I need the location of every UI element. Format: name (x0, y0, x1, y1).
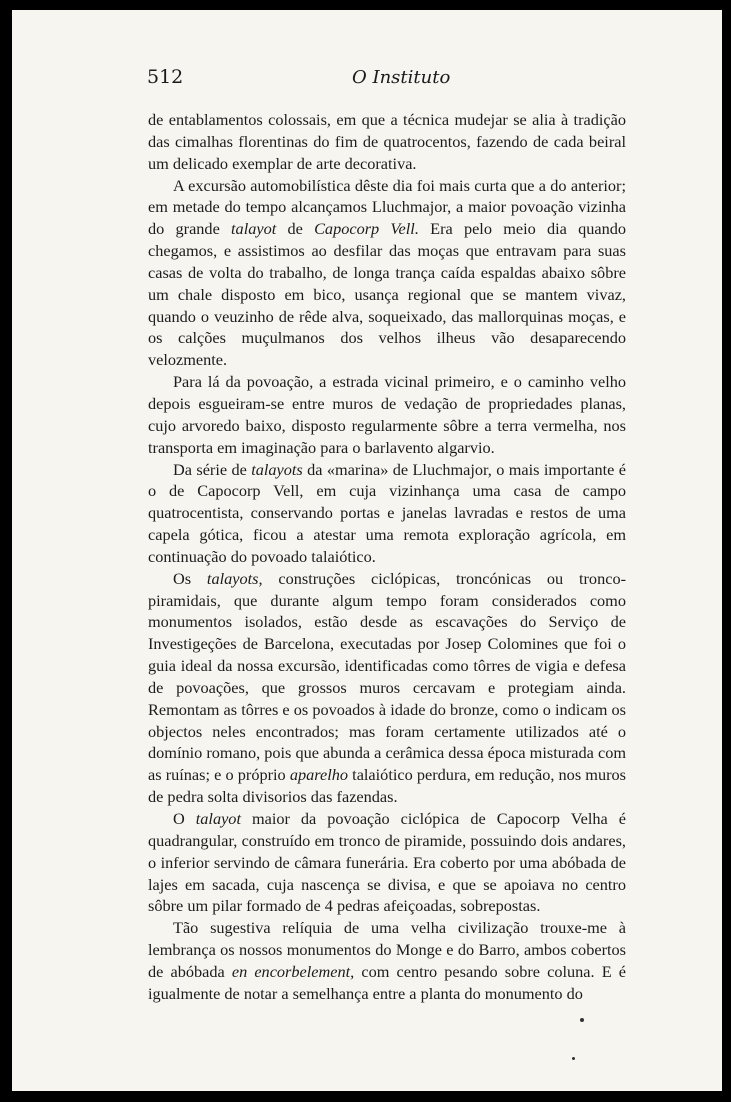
paragraph (148, 568, 626, 808)
text-run: Para lá da povoação, a estrada vicinal primeiro, e o caminho velho depois esgueiram-se entre muros de vedação de propriedades planas, cujo arvoredo baixo, disposto regularmente sôbre a terra vermelha, nos transporta em imaginação para o barlavento algarvio. (148, 372, 626, 457)
paragraph (148, 808, 626, 917)
paragraph (148, 109, 626, 175)
text-run: Os (173, 568, 207, 588)
book-page (12, 10, 722, 1091)
text-run: maior da povoação ciclópica de Capocorp Velha é quadrangular, construído em tronco de piramide, possuindo dois andares, o inferior servindo de câmara funerária. Era coberto por uma abóbada de lajes em sacada, cuja nascença se divisa, e que se apoiava no centro sôbre um pilar formado de 4 pedras afeiçoadas, sobrepostas. (148, 809, 626, 916)
italic-text-run: talayot (195, 809, 241, 828)
text-run: A excursão automobilística dêste dia foi mais curta que a do anterior; em metade do tempo alcançamos Lluchmajor, a maior povoação vizinha do grande (148, 175, 626, 239)
text-run: Era pelo meio dia quando chegamos, e assistimos ao desfilar das moças que entravam para suas casas de volta do trabalho, de longa trança caída espaldas abaixo sôbre um chale disposto em bico, usança regional que se mantem vivaz, quando o veuzinho de rêde alva, soqueixado, das mallorquinas moças, e os calções muçulmanos dos velhos ilheus vão desaparecendo velozmente. (148, 219, 627, 370)
text-run: de entablamentos colossais, em que a técnica mudejar se alia à tradição das cimalhas florentinas do fim de quatrocentos, fazendo de cada beiral um delicado exemplar de arte decorativa. (148, 110, 626, 173)
italic-text-run: talayots (251, 459, 303, 479)
text-run: construções ciclópicas, troncónicas ou tronco-piramidais, que durante algum tempo foram considerados como monumentos isolados, estão desde as escavações do Serviço de Investigeções de Barcelona, executadas por Josep Colomines que foi o guia ideal da nossa excursão, identificadas como tôrres de vigia e defesa de povoações, que grossos muros cercavam e protegiam ainda. Remontam as tôrres e os povoados à idade do bronze, como o indicam os objectos neles encontrados; mas foram certamente utilizados até o domínio romano, pois que abunda a cerâmica dessa época misturada com as ruínas; e o próprio (148, 568, 627, 785)
paragraph (148, 459, 626, 568)
text-run: Da série de (173, 459, 252, 479)
text-run: Tão sugestiva relíquia de uma velha civilização trouxe-me à lembrança os nossos monumentos do Monge e do Barro, ambos cobertos de abóbada (148, 918, 626, 981)
paragraph (148, 371, 626, 458)
italic-text-run: talayots, (206, 568, 263, 588)
italic-text-run: en encorbelement, (231, 961, 355, 981)
text-run: com centro pesando sobre coluna. E é igualmente de notar a semelhança entre a planta do monumento do (148, 961, 626, 1003)
text-run: O (173, 809, 196, 828)
paper-speck (580, 1018, 584, 1022)
paragraph (148, 917, 626, 1004)
running-title: O Instituto (352, 67, 451, 88)
text-run: talaiótico perdura, em redução, nos muros de pedra solta divisorios das fazendas. (148, 765, 626, 807)
text-run: da «marina» de Lluchmajor, o mais importante é o de Capocorp Vell, em cuja vizinhança uma casa de campo quatrocentista, conservando portas e janelas lavradas e restos de uma capela gótica, ficou a atestar uma remota exploração agrícola, em continuação do povoado talaiótico. (148, 459, 627, 566)
paper-speck (572, 1057, 575, 1060)
text-run: de (276, 219, 315, 239)
body-text (148, 109, 626, 1005)
italic-text-run: Capocorp Vell. (314, 219, 419, 239)
page-number: 512 (147, 66, 184, 88)
page-header (147, 66, 627, 96)
italic-text-run: aparelho (289, 765, 349, 785)
paragraph (148, 175, 626, 372)
italic-text-run: talayot (231, 219, 277, 239)
